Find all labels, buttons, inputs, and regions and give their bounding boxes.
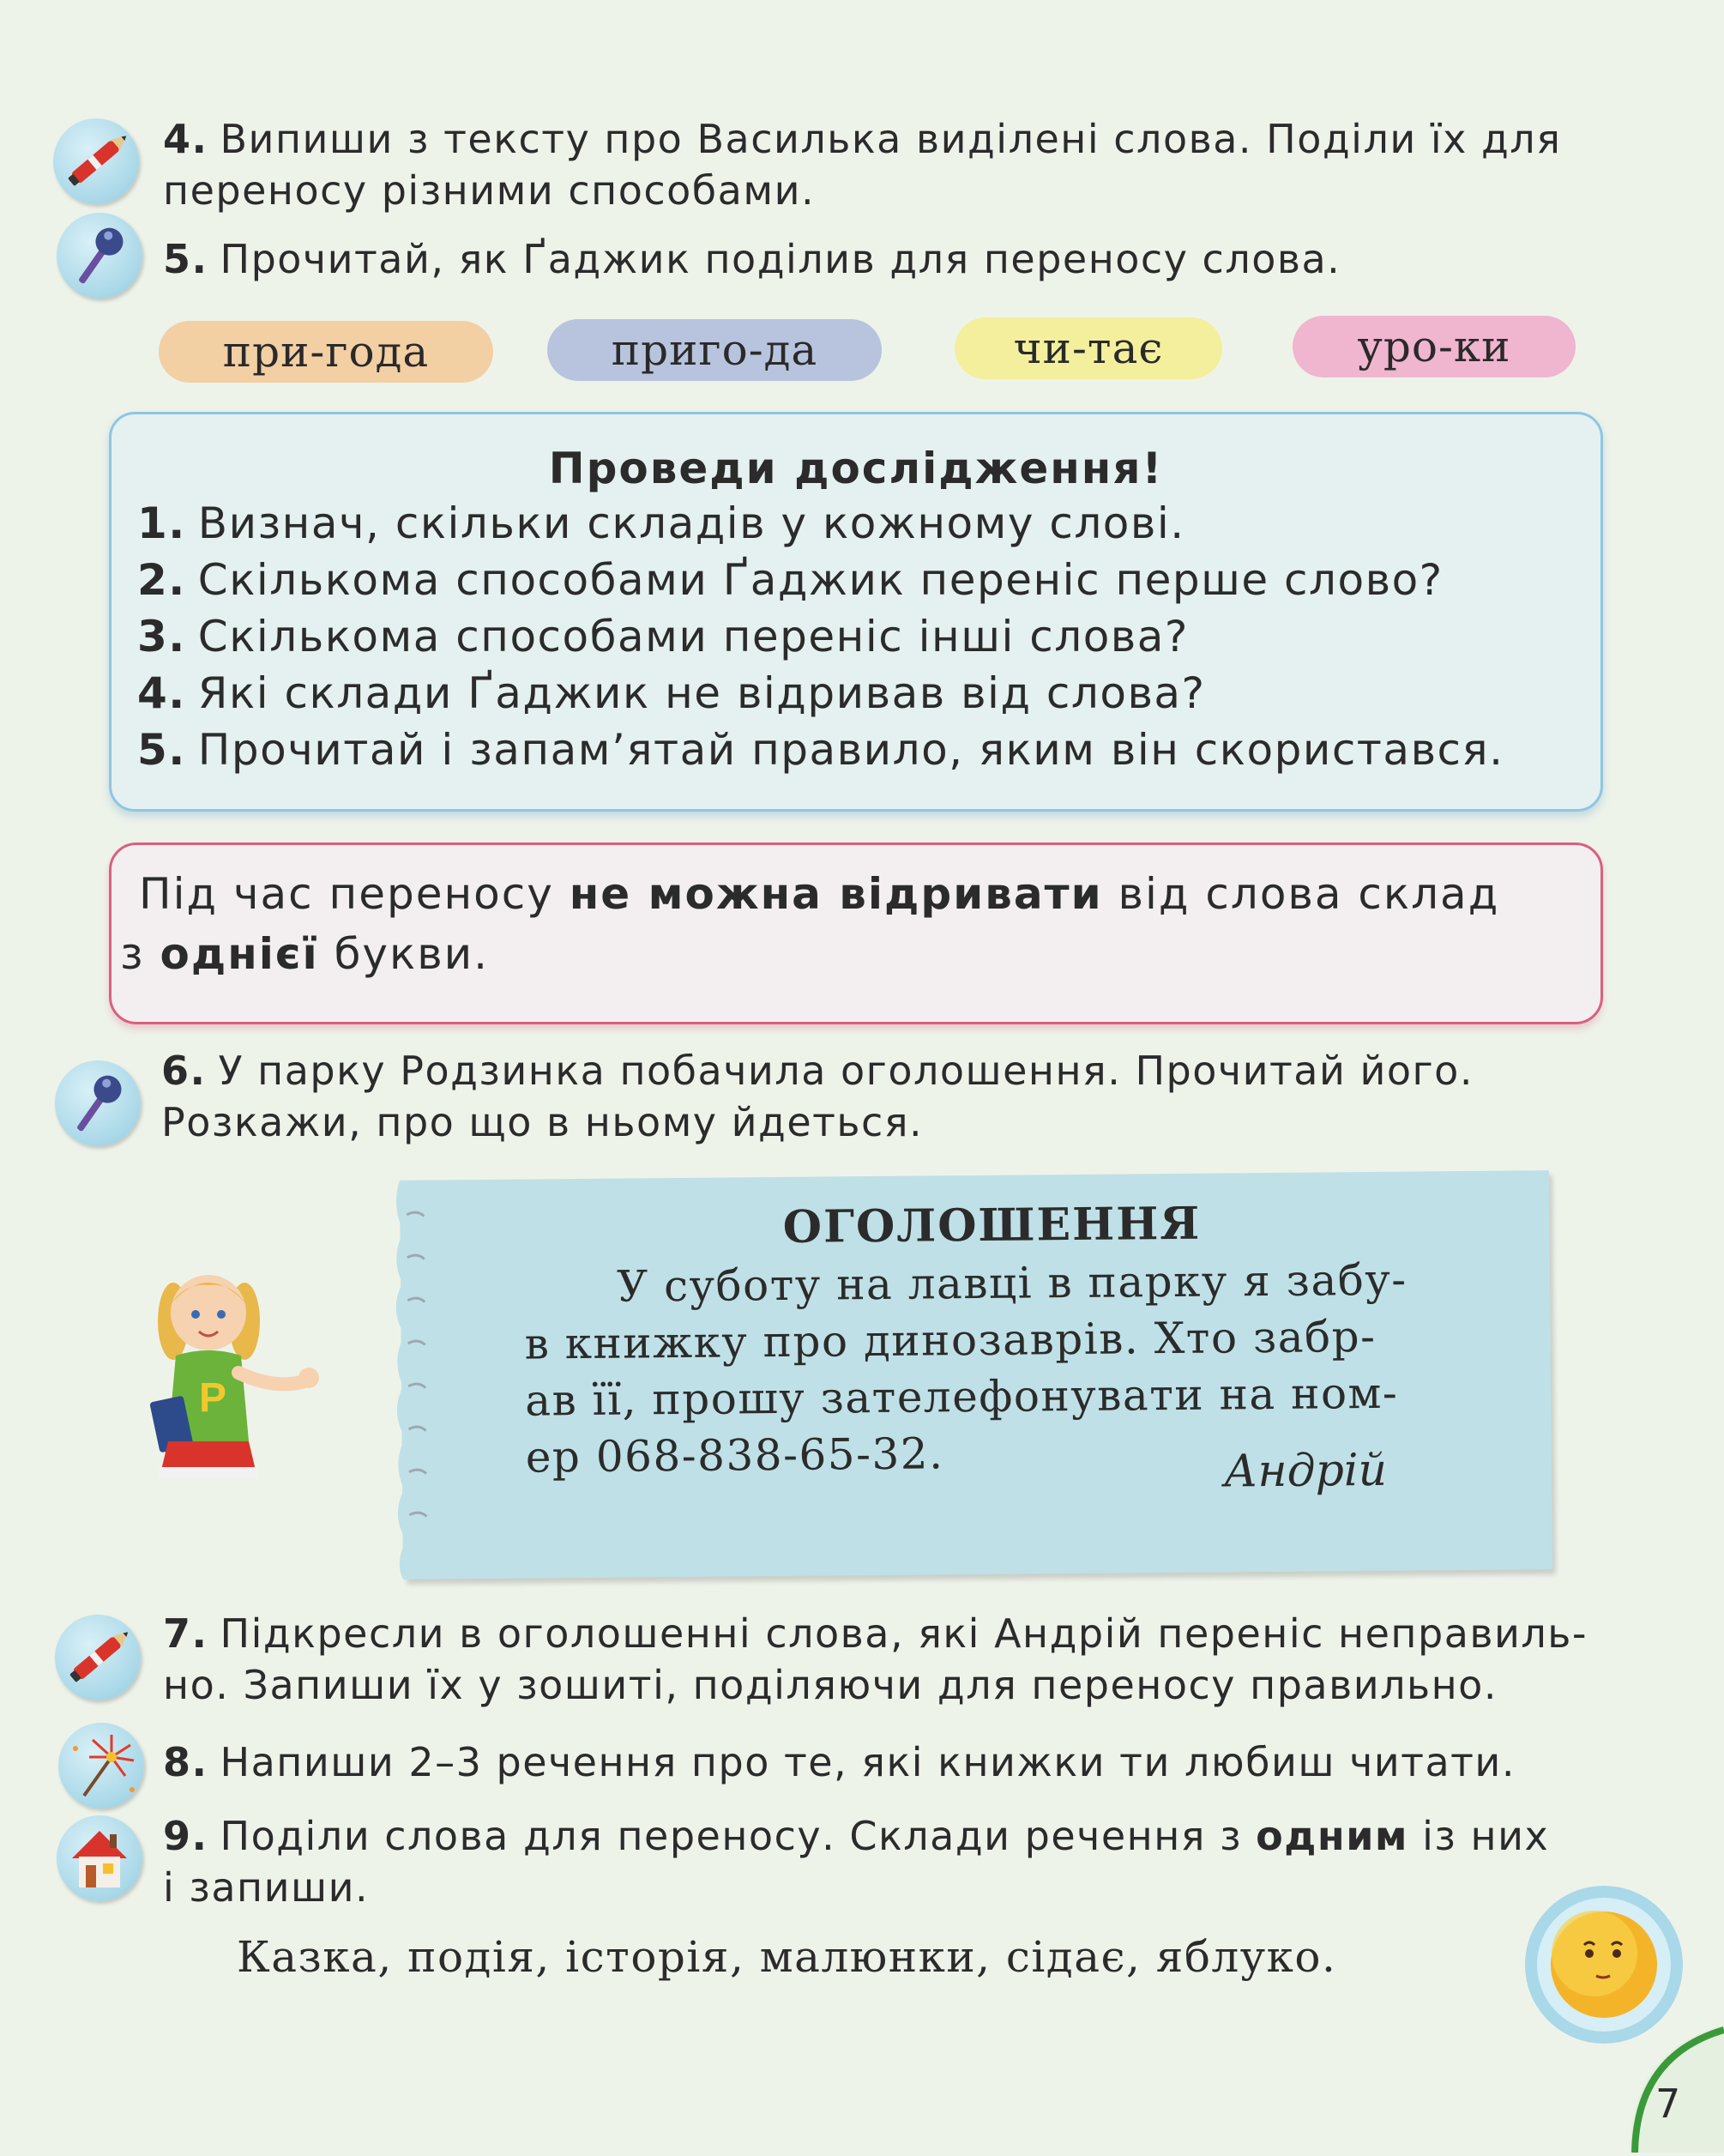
rule-text: з	[120, 929, 160, 979]
item-number: 4.	[137, 668, 186, 718]
house-icon	[57, 1815, 142, 1901]
research-item	[137, 495, 1600, 552]
task-9	[163, 1810, 1612, 1913]
smiley-icon	[1522, 1883, 1685, 2046]
torn-edge	[383, 1181, 437, 1580]
words-list: Казка, подія, історія, малюнки, сідає, яблуко.	[237, 1932, 1337, 1982]
task-number: 7.	[163, 1610, 208, 1657]
item-text: Які склади Ґаджик не відривав від слова?	[197, 668, 1206, 718]
task-text: Прочитай, як Ґаджик поділив для переносу слова.	[220, 236, 1341, 282]
task-number: 9.	[163, 1813, 208, 1859]
rule-bold: однієї	[160, 929, 319, 979]
task-8	[163, 1736, 1604, 1788]
item-text: Скількома способами переніс інші слова?	[197, 612, 1189, 661]
microphone-icon	[57, 213, 142, 299]
word-pill-2: приго-да	[547, 319, 882, 381]
task-text: но. Запиши їх у зошиті, поділяючи для переносу правильно.	[163, 1662, 1498, 1708]
research-title: Проведи дослідження!	[548, 444, 1164, 493]
task-text: Підкресли в оголошенні слова, які Андрій переніс неправиль-	[220, 1610, 1588, 1657]
item-text: Визнач, скільки складів у кожному слові.	[197, 498, 1185, 548]
sparkler-icon	[58, 1723, 144, 1809]
word-pill-4: уро-ки	[1293, 316, 1576, 377]
svg-text:Р: Р	[199, 1375, 227, 1421]
item-number: 3.	[137, 612, 186, 661]
task-text: У парку Родзинка побачила оголошення. Прочитай його.	[218, 1048, 1474, 1094]
research-item	[137, 722, 1600, 778]
task-text: Випиши з тексту про Василька виділені слова. Поділи їх для	[220, 116, 1562, 162]
task-number: 5.	[163, 236, 208, 282]
item-text: Прочитай і запам’ятай правило, яким він скористався.	[197, 725, 1504, 775]
item-number: 5.	[137, 725, 186, 775]
research-item	[137, 552, 1600, 608]
task-text: Поділи слова для переносу. Склади речення з	[220, 1813, 1257, 1859]
notice-title: ОГОЛОШЕННЯ	[782, 1197, 1202, 1253]
task-text: і запиши.	[163, 1864, 370, 1911]
research-item	[137, 665, 1600, 722]
girl-illustration	[129, 1253, 343, 1501]
notice-line: в книжку про динозаврів. Хто забр-	[524, 1311, 1377, 1369]
task-number: 8.	[163, 1739, 208, 1785]
item-number: 1.	[137, 498, 186, 548]
task-bold-word: одним	[1256, 1813, 1409, 1859]
item-number: 2.	[137, 555, 186, 605]
rule-box	[109, 842, 1603, 1024]
rule-text: від слова склад	[1102, 869, 1500, 919]
rule-text: букви.	[318, 929, 490, 979]
task-5	[163, 233, 1604, 285]
notice-card	[400, 1170, 1552, 1579]
page-number: 7	[1655, 2081, 1681, 2127]
notice-signature: Андрій	[1223, 1444, 1388, 1498]
research-box	[109, 412, 1603, 812]
notice-line: ав її, прошу зателефонувати на ном-	[524, 1368, 1399, 1426]
task-6	[161, 1045, 1602, 1148]
task-text: переносу різними способами.	[163, 167, 816, 214]
pen-icon	[53, 118, 139, 204]
task-number: 4.	[163, 116, 208, 162]
microphone-icon	[55, 1060, 141, 1146]
task-number: 6.	[161, 1048, 207, 1094]
task-text: Напиши 2–3 речення про те, які книжки ти любиш читати.	[220, 1739, 1516, 1785]
word-pill-3: чи-тає	[955, 317, 1222, 379]
task-text: із них	[1408, 1813, 1550, 1859]
word-pill-1: при-года	[159, 321, 493, 383]
notice-line: У суботу на лавці в парку я забу-	[616, 1254, 1408, 1312]
item-text: Скількома способами Ґаджик переніс перше слово?	[197, 555, 1444, 605]
task-4	[163, 113, 1604, 216]
task-7	[163, 1608, 1604, 1711]
research-item	[137, 608, 1600, 665]
rule-bold: не можна відривати	[569, 869, 1103, 919]
rule-text: Під час переносу	[139, 869, 570, 919]
pen-icon	[55, 1615, 141, 1700]
notice-line: ер 068-838-65-32.	[525, 1428, 944, 1483]
task-text: Розкажи, про що в ньому йдеться.	[161, 1099, 924, 1145]
